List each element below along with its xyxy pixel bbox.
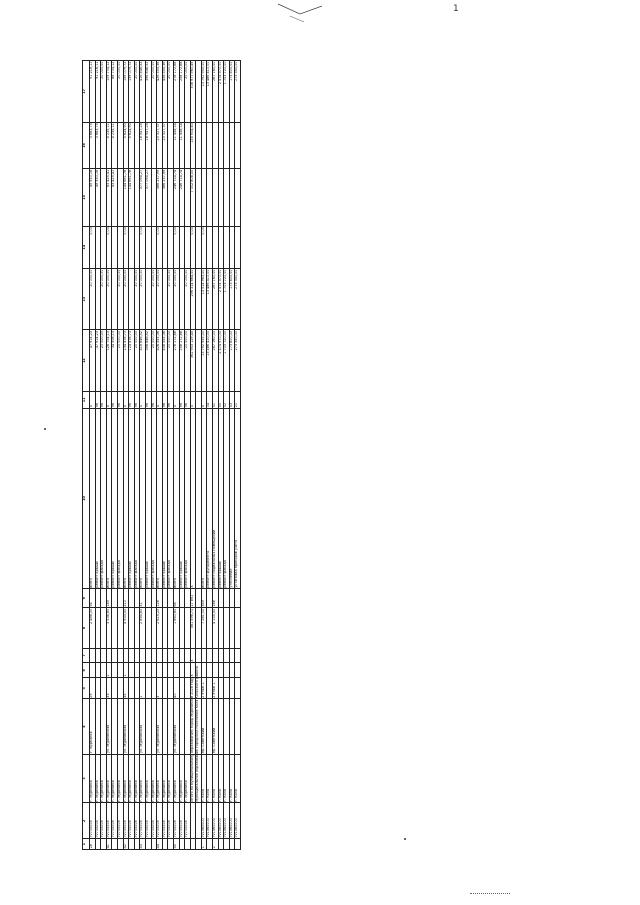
table-cell-c1: 43: [140, 839, 146, 850]
table-cell-c11: 04: [207, 391, 213, 408]
table-cell-c12: 13 792 955,00: [201, 330, 207, 392]
table-cell-c17: 20 000,00: [168, 61, 174, 123]
table-cell-c2: 7V705008: [173, 803, 179, 839]
table-cell-c11: 96: [101, 391, 107, 408]
table-cell-c8: 561 596,71: [190, 608, 196, 648]
table-cell-c10: ремонт фасада: [117, 408, 123, 588]
table-cell-c1: [235, 839, 241, 850]
table-cell-c10: ремонт фундамента: [207, 408, 213, 588]
table-cell-c8: 2 615,20: [157, 608, 163, 648]
table-cell-c17: 1 703 720,00: [224, 61, 230, 123]
table-cell-c9: 94: [90, 589, 96, 608]
table-cell-c6: [235, 663, 241, 678]
table-cell-c8: 2 894,60: [140, 608, 146, 648]
table-cell-c8: 3 536,80: [106, 608, 112, 648]
table-cell-c5: [235, 678, 241, 699]
table-cell-c3: г. Мурманск: [173, 754, 179, 803]
table-cell-c13: 20 000,00: [157, 268, 163, 330]
table-cell-c8: [235, 608, 241, 648]
table-cell-c17: 258 172,88: [179, 61, 185, 123]
table-cell-c3: г. Мурманск: [140, 754, 146, 803]
table-cell-c11: 96: [117, 391, 123, 408]
table-cell-c3: г. Мурманск: [157, 754, 163, 803]
table-cell-c2: 7V705008: [101, 803, 107, 839]
table-cell-c17: 278 172,88: [173, 61, 179, 123]
table-cell-c11: 52: [224, 391, 230, 408]
table-cell-c15: 377 094,27: [140, 169, 146, 226]
table-cell-c16: 5 624,90: [123, 122, 129, 169]
table-cell-c3: г. Мурманск: [101, 754, 107, 803]
table-cell-c13: 20 000,00: [106, 268, 112, 330]
table-cell-c12: 426 555,36: [157, 330, 163, 392]
table-cell-c15: 49 930,18: [90, 169, 96, 226]
table-cell-c11: 96: [129, 391, 135, 408]
table-cell-c9: 359: [201, 589, 207, 608]
table-cell-c2: 7V1560000: [229, 803, 235, 839]
col-num: 14: [83, 226, 90, 268]
table-cell-c3: г. Мурманск: [90, 754, 96, 803]
table-cell-c2: 7V705008: [90, 803, 96, 839]
table-cell-c4: г. Мурманск: [90, 699, 96, 754]
table-cell-c14: 0,00: [123, 226, 129, 268]
table-cell-c17: 20 000,00: [151, 61, 157, 123]
table-cell-c17: 426 555,36: [157, 61, 163, 123]
table-cell-c4: ул. Мурманская: [123, 699, 129, 754]
table-cell-c5: 2 этаж 1: [201, 678, 207, 699]
table-cell-c10: ремонт крыши: [145, 408, 151, 588]
table-cell-c11: 51: [213, 391, 219, 408]
table-cell-c10: ремонт крыши: [162, 408, 168, 588]
table-cell-c12: 173 800,00: [229, 330, 235, 392]
table-cell-c4: ул. Мурманская: [173, 699, 179, 754]
table-cell-c11: 96: [179, 391, 185, 408]
table-cell-c10: X: [190, 408, 196, 588]
table-cell-c2: 7V1560000: [235, 803, 241, 839]
table-cell-c10: ремонт фасада: [224, 408, 230, 588]
table-cell-c15: 144 691,78: [123, 169, 129, 226]
table-cell-c16: 11 458,14: [179, 122, 185, 169]
table-cell-c2: 7V705008: [129, 803, 135, 839]
col-num: 15: [83, 169, 90, 226]
table-cell-c17: 88 704,12: [112, 61, 118, 123]
table-cell-c3: г. Кола: [229, 754, 235, 803]
table-cell-c2: 7V705008: [106, 803, 112, 839]
table-cell-c9: 68: [173, 589, 179, 608]
table-cell-c2: 7V1560000: [218, 803, 224, 839]
table-cell-c15: 49 930,18: [95, 169, 101, 226]
table-cell-c1: 45: [173, 839, 179, 850]
table-cell-c17: 2 474 970,00: [218, 61, 224, 123]
table-cell-c16: 18 947,25: [140, 122, 146, 169]
table-cell-c12: 34 508,13: [112, 330, 118, 392]
table-cell-c12: 20 000,00: [134, 330, 140, 392]
table-cell-c8: 7 281,00: [201, 608, 207, 648]
table-cell-c12: 126 704,13: [106, 330, 112, 392]
table-cell-c12: 47 914,23: [95, 330, 101, 392]
table-cell-c3: г. Кола: [207, 754, 213, 803]
table-cell-c3: г. Мурманск: [117, 754, 123, 803]
table-cell-c12: 20 000,00: [185, 330, 191, 392]
table-cell-c11: X: [201, 391, 207, 408]
table-cell-c11: 96: [145, 391, 151, 408]
table-cell-c13: 173 800,00: [229, 268, 235, 330]
table-cell-c5: 35: [123, 678, 129, 699]
col-num: 13: [83, 268, 90, 330]
table-cell-c3: г. Кола: [235, 754, 241, 803]
table-cell-c12: 1 703 720,00: [224, 330, 230, 392]
table-cell-c7: X: [190, 648, 196, 663]
table-cell-c16: 18 947,25: [145, 122, 151, 169]
table-cell-c13: 13 514 963,00: [201, 268, 207, 330]
table-row: [235, 61, 241, 850]
table-cell-c9: 149: [106, 589, 112, 608]
table-cell-c10: ремонт фасада: [134, 408, 140, 588]
table-cell-c12: 134 478,73: [123, 330, 129, 392]
table-cell-c9: 51: [140, 589, 146, 608]
table-cell-c11: X: [173, 391, 179, 408]
table-cell-c13: 20 000,00: [173, 268, 179, 330]
table-cell-c17: 267 160,00: [213, 61, 219, 123]
table-cell-c11: X: [157, 391, 163, 408]
table-cell-c6: 1: [123, 663, 129, 678]
col-num: 9: [83, 589, 90, 608]
col-num: 2: [83, 803, 90, 839]
table-cell-c5: 1: [140, 678, 146, 699]
table-cell-c15: 43 425,41: [112, 169, 118, 226]
table-cell-c11: 96: [112, 391, 118, 408]
col-num: 5: [83, 678, 90, 699]
table-cell-c16: 4 235,11: [112, 122, 118, 169]
table-cell-c13: 20 000,00: [90, 268, 96, 330]
table-cell-c2: 7V705008: [123, 803, 129, 839]
col-num: 1: [83, 839, 90, 850]
table-cell-c6: X: [190, 663, 196, 678]
table-cell-c4: ул. Мурманская: [140, 699, 146, 754]
table-cell-c14: [235, 226, 241, 268]
table-cell-c3: г. Мурманск: [95, 754, 101, 803]
table-cell-c2: 7V1560000: [213, 803, 219, 839]
table-cell-c13: 20 000,00: [117, 268, 123, 330]
scan-speck: [44, 428, 46, 430]
table-cell-c10: ремонт подвальных помещений: [213, 408, 219, 588]
table-cell-c10: ремонт фасада: [151, 408, 157, 588]
page-mark: 1: [453, 4, 459, 14]
table-cell-c1: 44: [157, 839, 163, 850]
scan-artifact-mark: [270, 0, 330, 26]
table-cell-c4: пр. Советский: [213, 699, 219, 754]
table-cell-c10: ремонт фасада: [185, 408, 191, 588]
table-cell-c16: 4 235,11: [106, 122, 112, 169]
table-cell-c3: г. Кола: [201, 754, 207, 803]
table-cell-c12: 416 846,52: [140, 330, 146, 392]
table-cell-c1: 1: [201, 839, 207, 850]
table-cell-c16: 5 624,90: [129, 122, 135, 169]
table-cell-c12: 20 000,00: [117, 330, 123, 392]
table-cell-c5: 3: [157, 678, 163, 699]
table-cell-c11: X: [140, 391, 146, 408]
table-cell-c2: 7V1560000: [207, 803, 213, 839]
table-cell-c17: 139 079,72: [129, 61, 135, 123]
table-cell-c6: 1: [106, 663, 112, 678]
table-cell-c11: 21: [235, 391, 241, 408]
table-cell-c9: 210: [123, 589, 129, 608]
table-cell-c15: 386 237,99: [162, 169, 168, 226]
table-cell-c3: г. Мурманск: [168, 754, 174, 803]
table-cell-c17: 13 486 410,00: [207, 61, 213, 123]
table-cell-c10: ремонт крыши: [112, 408, 118, 588]
table-cell-c17: 406 555,36: [162, 61, 168, 123]
table-cell-c13: 296 314 664,00: [190, 268, 196, 330]
table-cell-c17: 91 216,11: [90, 61, 96, 123]
table-cell-c16: 20 327,37: [157, 122, 163, 169]
table-cell-c10: ремонт крыши: [95, 408, 101, 588]
table-cell-c12: 278 172,88: [173, 330, 179, 392]
table-cell-c15: 7 002 808,00: [190, 169, 196, 226]
table-cell-c17: 20 000,00: [134, 61, 140, 123]
table-cell-c15: 144 691,78: [129, 169, 135, 226]
table-cell-c2: 7V705008: [145, 803, 151, 839]
table-cell-c11: 96: [134, 391, 140, 408]
col-num: 17: [83, 61, 90, 123]
table-cell-c14: 0,00: [173, 226, 179, 268]
table-cell-c15: 246 714,74: [179, 169, 185, 226]
table-cell-c10: всего: [140, 408, 146, 588]
table-cell-c16: 11 458,14: [173, 122, 179, 169]
table-cell-c11: 96: [162, 391, 168, 408]
table-cell-c10: ремонт крыши: [129, 408, 135, 588]
table-cell-c15: 246 714,74: [173, 169, 179, 226]
table-cell-c5: 2 этаж 1: [213, 678, 219, 699]
table-cell-c14: 0,00: [157, 226, 163, 268]
table-cell-c11: 96: [185, 391, 191, 408]
table-cell-c13: 20 000,00: [134, 268, 140, 330]
col-num: 16: [83, 122, 90, 169]
table-cell-c5: 33: [106, 678, 112, 699]
table-cell-c9: 17 891: [190, 589, 196, 608]
table-cell-c13: 267 160,00: [213, 268, 219, 330]
table-cell-c11: X: [123, 391, 129, 408]
table-cell-c17: 13 792 955,00: [201, 61, 207, 123]
table-cell-c12: 20 000,00: [168, 330, 174, 392]
table-cell-c3: г. Мурманск: [145, 754, 151, 803]
col-num: 11: [83, 391, 90, 408]
table-cell-c17: 273 350,00: [235, 61, 241, 123]
table-cell-c10: всего: [201, 408, 207, 588]
col-num: 7: [83, 648, 90, 663]
table-cell-c3: г. Мурманск: [129, 754, 135, 803]
col-num: 10: [83, 408, 90, 588]
col-num: 12: [83, 330, 90, 392]
table-cell-c4: ул. Мурманская: [157, 699, 163, 754]
col-num: 3: [83, 754, 90, 803]
table-cell-c10: ремонт фасада: [101, 408, 107, 588]
table-cell-c4: ул. Мурманская: [106, 699, 112, 754]
table-cell-c15: 377 094,27: [145, 169, 151, 226]
table-cell-c3: г. Мурманск: [185, 754, 191, 803]
table-cell-c2: 7V705008: [112, 803, 118, 839]
table-cell-c12: 124 478,73: [129, 330, 135, 392]
table-cell-c10: утепление: [229, 408, 235, 588]
col-num: 4: [83, 699, 90, 754]
table-cell-c14: 0,00: [140, 226, 146, 268]
rotated-document-table: [82, 60, 522, 850]
table-cell-c4: пр. Советский: [201, 699, 207, 754]
table-cell-c3: г. Мурманск: [106, 754, 112, 803]
table-cell-c2: 7V705008: [157, 803, 163, 839]
table-cell-c17: 308 977 960,49: [190, 61, 196, 123]
table-cell-c11: X: [90, 391, 96, 408]
table-cell-c2: 7V705008: [134, 803, 140, 839]
table-cell-c12: 406 555,36: [162, 330, 168, 392]
table-cell-c8: 2 466,00: [90, 608, 96, 648]
table-cell-c2: 7V1560000: [201, 803, 207, 839]
table-cell-c11: 53: [229, 391, 235, 408]
table-cell-c13: 20 000,00: [140, 268, 146, 330]
table-cell-c14: 0,00: [106, 226, 112, 268]
table-cell-c17: 20 000,00: [101, 61, 107, 123]
table-cell-c14: 0,00: [90, 226, 96, 268]
table-cell-c7: [235, 648, 241, 663]
table-cell-c1: 2: [213, 839, 219, 850]
table-cell-c2: 7V705008: [140, 803, 146, 839]
table-cell-c17: 159 079,72: [123, 61, 129, 123]
table-cell-c3: г. Кола: [213, 754, 219, 803]
table-cell-c13: 273 350,00: [235, 268, 241, 330]
table-cell-c13: 13 486 410,00: [207, 268, 213, 330]
scan-speck: [470, 893, 510, 895]
table-cell-c13: 20 000,00: [185, 268, 191, 330]
table-cell-c2: 7V1560000: [224, 803, 230, 839]
table-cell-c12: 20 000,00: [151, 330, 157, 392]
table-cell-c15: [235, 169, 241, 226]
table-cell-c11: 96: [95, 391, 101, 408]
table-cell-c9: 188: [213, 589, 219, 608]
table-cell-c8: 4 155,50: [213, 608, 219, 648]
table-cell-c11: X: [190, 391, 196, 408]
table-cell-c8: 1 860,60: [173, 608, 179, 648]
table-cell-c10: всего: [157, 408, 163, 588]
table-cell-c10: всего: [90, 408, 96, 588]
table-cell-c11: 96: [168, 391, 174, 408]
table-cell-c8: 4 933,50: [123, 608, 129, 648]
table-cell-c17: 173 800,00: [229, 61, 235, 123]
table-cell-c10: ремонт крыши: [179, 408, 185, 588]
table-cell-c2: 7V705008: [179, 803, 185, 839]
table-cell-c10: всего: [173, 408, 179, 588]
table-cell-c12: 47 914,23: [90, 330, 96, 392]
table-cell-c10: установка приборов учета: [235, 408, 241, 588]
table-cell-c13: 2 474 970,00: [218, 268, 224, 330]
table-cell-c3: г. Кола: [218, 754, 224, 803]
table-cell-c16: 20 327,37: [162, 122, 168, 169]
table-cell-c2: 7V705008: [95, 803, 101, 839]
table-cell-c15: 386 237,99: [157, 169, 163, 226]
table-cell-c3: Итого по муниципальному образованию город Мурманск в 2028 году: [190, 754, 196, 803]
table-cell-c16: 3 663,75: [95, 122, 101, 169]
table-cell-c17: 109 704,12: [106, 61, 112, 123]
table-cell-c11: X: [106, 391, 112, 408]
table-cell-c5: 29: [90, 678, 96, 699]
table-cell-c4: [235, 699, 241, 754]
table-cell-c12: 258 172,88: [179, 330, 185, 392]
table-cell-c12: 2 474 970,00: [218, 330, 224, 392]
table-cell-c2: 7V705008: [151, 803, 157, 839]
table-cell-c12: 20 000,00: [101, 330, 107, 392]
table-cell-c13: 1 703 720,00: [224, 268, 230, 330]
table-cell-c12: 13 486 410,00: [207, 330, 213, 392]
table-cell-c2: 7V705008: [185, 803, 191, 839]
table-cell-c3: г. Мурманск: [134, 754, 140, 803]
table-cell-c12: 362 953 129,45: [190, 330, 196, 392]
table-cell-c10: всего: [106, 408, 112, 588]
table-cell-c12: 267 160,00: [213, 330, 219, 392]
table-cell-c11: 96: [151, 391, 157, 408]
table-cell-c3: г. Мурманск: [123, 754, 129, 803]
table-cell-c2: 7V705008: [117, 803, 123, 839]
table-cell-c1: 41: [106, 839, 112, 850]
table-cell-c16: 155 904,40: [190, 122, 196, 169]
table-cell-c14: 0,00: [190, 226, 196, 268]
table-cell-c10: ремонт фасада: [168, 408, 174, 588]
capital-repair-table: [82, 60, 241, 850]
table-cell-c17: 396 846,52: [145, 61, 151, 123]
col-num: 6: [83, 663, 90, 678]
table-cell-c17: 20 000,00: [117, 61, 123, 123]
table-cell-c9: 128: [157, 589, 163, 608]
table-cell-c17: 416 846,52: [140, 61, 146, 123]
table-cell-c3: г. Кола: [224, 754, 230, 803]
table-cell-c16: [235, 122, 241, 169]
table-cell-c3: г. Мурманск: [162, 754, 168, 803]
table-cell-c12: 273 350,00: [235, 330, 241, 392]
table-cell-c10: ремонт крыши: [218, 408, 224, 588]
table-cell-c17: 20 000,00: [185, 61, 191, 123]
table-cell-c14: 0,00: [201, 226, 207, 268]
table-cell-c3: г. Мурманск: [112, 754, 118, 803]
table-cell-c3: Муниципальное образование городское поселение Кола Кольского района: [196, 754, 202, 803]
table-cell-c5: 40: [173, 678, 179, 699]
table-cell-c16: 3 663,75: [90, 122, 96, 169]
col-num: 8: [83, 608, 90, 648]
table-cell-c2: 7V705008: [162, 803, 168, 839]
table-cell-c1: 42: [123, 839, 129, 850]
table-cell-c10: всего: [123, 408, 129, 588]
table-cell-c13: 20 000,00: [151, 268, 157, 330]
table-cell-c9: [235, 589, 241, 608]
table-cell-c11: 50: [218, 391, 224, 408]
table-cell-c15: 63 425,41: [106, 169, 112, 226]
table-cell-c13: 20 000,00: [101, 268, 107, 330]
table-cell-c12: 396 846,52: [145, 330, 151, 392]
table-cell-c13: 20 000,00: [123, 268, 129, 330]
table-cell-c17: 91 216,11: [95, 61, 101, 123]
table-cell-c13: 20 000,00: [168, 268, 174, 330]
table-cell-c3: г. Мурманск: [151, 754, 157, 803]
table-cell-c3: г. Мурманск: [179, 754, 185, 803]
table-cell-c2: 7V705008: [168, 803, 174, 839]
table-cell-c1: 28: [90, 839, 96, 850]
